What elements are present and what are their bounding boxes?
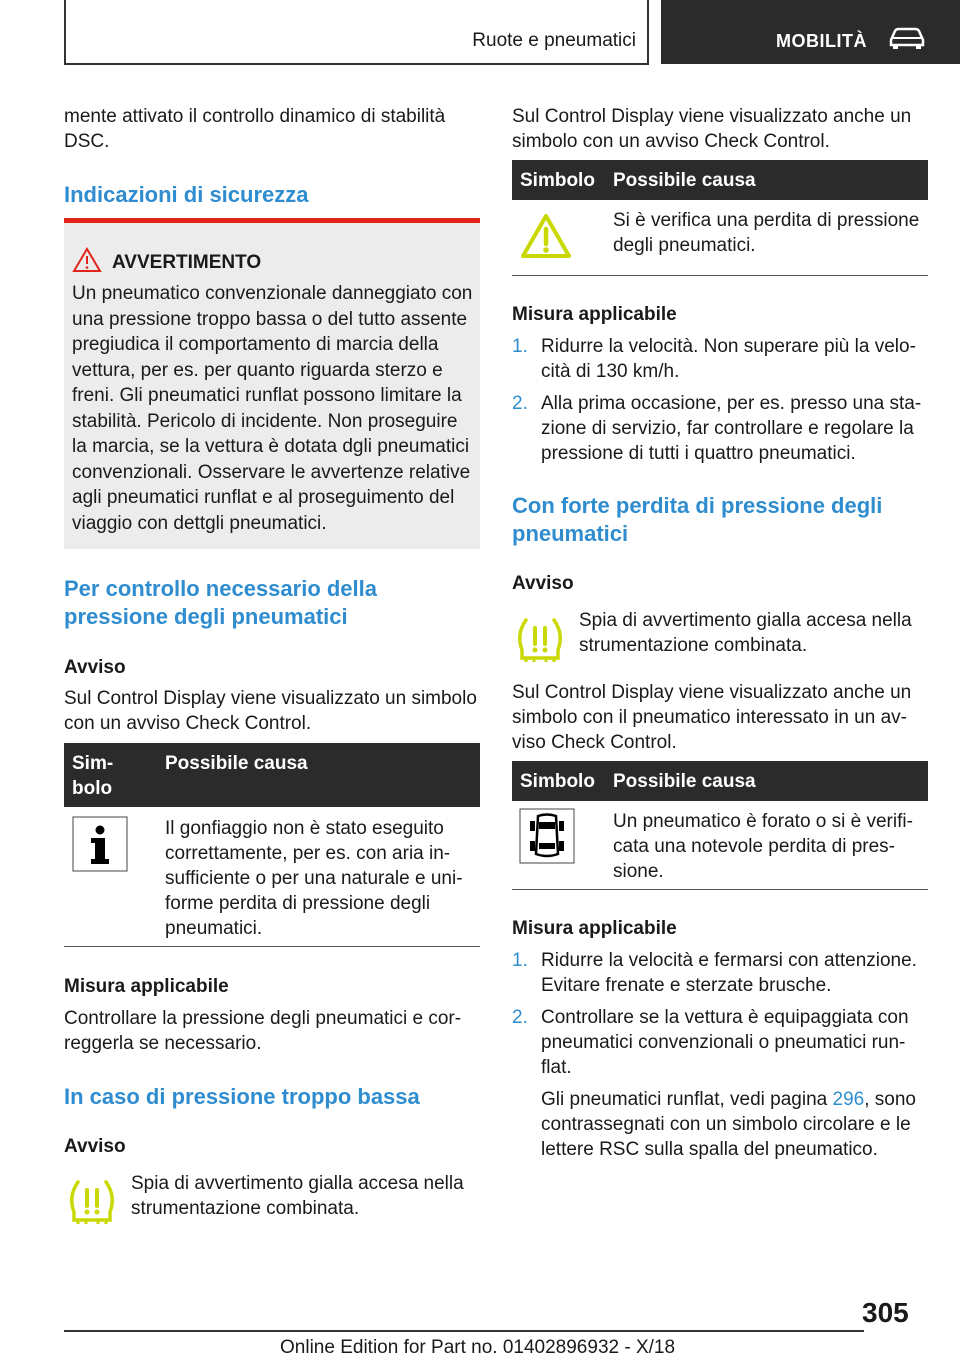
measure2-label: Misura applicabile <box>512 918 677 939</box>
warning-triangle-icon <box>72 247 102 273</box>
left-table-rule <box>64 946 480 947</box>
warning-title: AVVERTIMENTO <box>112 252 262 273</box>
chapter-tab <box>661 0 960 64</box>
measure2-item-2-text: Controllare se la vettura è equipaggiata con pneumatici convenzionali o pneumatici run-flat. <box>541 1007 909 1078</box>
avviso2-label: Avviso <box>64 1136 126 1157</box>
page-296-link[interactable]: 296 <box>832 1089 865 1110</box>
car-tire-top-view-icon <box>519 808 575 864</box>
info-icon <box>72 816 128 872</box>
right-table1-rule <box>512 275 928 276</box>
measure1-item-1-num: 1. <box>512 336 528 357</box>
measure1-label: Misura applicabile <box>512 304 677 325</box>
right-table2-col1: Simbolo <box>520 771 595 792</box>
warning-triangle-yellow-icon <box>520 212 572 260</box>
avviso-text: Sul Control Display viene visualizzato un simbolo con un avviso Check Control. <box>64 688 477 734</box>
header-bottom-rule <box>64 63 649 65</box>
measure1-item-1-text: Ridurre la velocità. Non superare più la velo-cità di 130 km/h. <box>541 336 916 382</box>
chapter-title: MOBILITÀ <box>776 31 867 51</box>
right-table1-col2: Possibile causa <box>613 170 756 191</box>
left-table-col2: Possibile causa <box>165 753 308 774</box>
runflat-note-post: , sono contrassegnati con un simbolo circolare e le lettere RSC sulla spalla del pneumatico. <box>541 1089 916 1160</box>
low-pressure-heading: In caso di pressione troppo bassa <box>64 1084 420 1109</box>
right-intro2: Sul Control Display viene visualizzato anche un simbolo con il pneumatico interessato in un av-viso Check Control. <box>512 682 912 753</box>
section-title: Ruote e pneumatici <box>472 30 636 51</box>
measure1-item-2-num: 2. <box>512 393 528 414</box>
right-avviso-label: Avviso <box>512 573 574 594</box>
avviso-label: Avviso <box>64 657 126 678</box>
tire-pressure-warning-icon <box>514 616 566 664</box>
check-heading: Per controllo necessario della pressione degli pneumatici <box>64 576 378 629</box>
right-avviso-text: Spia di avvertimento gialla accesa nella strumentazione combinata. <box>579 610 912 656</box>
measure2-item-2-num: 2. <box>512 1007 528 1028</box>
right-table2-header <box>512 761 928 801</box>
measure-label: Misura applicabile <box>64 976 229 997</box>
strong-loss-heading: Con forte perdita di pressione degli pneumatici <box>512 493 883 546</box>
runflat-note <box>541 1087 928 1162</box>
edition-note: Online Edition for Part no. 01402896932 - X/18 <box>280 1337 676 1358</box>
left-intro: mente attivato il controllo dinamico di stabilità DSC. <box>64 106 446 152</box>
right-table1-header <box>512 160 928 200</box>
right-table2-col2: Possibile causa <box>613 771 756 792</box>
left-table-cause: Il gonfiaggio non è stato eseguito correttamente, per es. con aria in-sufficiente o per una naturale e uni-forme perdita di pressione degli pneumatici. <box>165 818 463 939</box>
measure2-item-1-num: 1. <box>512 950 528 971</box>
safety-heading: Indicazioni di sicurezza <box>64 182 309 207</box>
warning-box <box>64 218 480 549</box>
right-intro: Sul Control Display viene visualizzato anche un simbolo con un avviso Check Control. <box>512 106 912 152</box>
avviso2-text: Spia di avvertimento gialla accesa nella strumentazione combinata. <box>131 1173 464 1219</box>
right-table2-cause: Un pneumatico è forato o si è verifi-cata una notevole perdita di pres-sione. <box>613 811 913 882</box>
tire-pressure-warning-icon <box>66 1178 118 1226</box>
page-number: 305 <box>862 1297 909 1328</box>
car-icon <box>887 24 927 50</box>
left-table-header <box>64 743 480 807</box>
right-table1-col1: Simbolo <box>520 170 595 191</box>
right-table2-rule <box>512 889 928 890</box>
left-table-col1: Sim- bolo <box>72 753 114 799</box>
header-divider <box>647 0 649 64</box>
runflat-note-pre: Gli pneumatici runflat, vedi pagina <box>541 1089 833 1110</box>
right-table1-cause: Si è verifica una perdita di pressione degli pneumatici. <box>613 210 920 256</box>
footer-rule <box>64 1330 864 1332</box>
measure2-item-1-text: Ridurre la velocità e fermarsi con attenzione. Evitare frenate e sterzate brusche. <box>541 950 917 996</box>
warning-text: Un pneumatico convenzionale danneggiato con una pressione troppo bassa o del tutto assente pregiudica il comportamento di marcia della vettura, per es. per quanto riguarda sterzo e freni. Gli pneumatici runflat possono limitare la stabilità. Pericolo di incidente. Non proseguire la marcia, se la vettura è dotata dgli pneumatici convenzionali. Osservare le avvertenze relative agli pneumatici runflat e al proseguimento del viaggio con dettgli pneumatici. <box>72 283 473 534</box>
measure-text: Controllare la pressione degli pneumatici e cor-reggerla se necessario. <box>64 1008 462 1054</box>
measure1-item-2-text: Alla prima occasione, per es. presso una sta-zione di servizio, far controllare e regolare la pressione di tutti i quattro pneumatici. <box>541 393 922 464</box>
